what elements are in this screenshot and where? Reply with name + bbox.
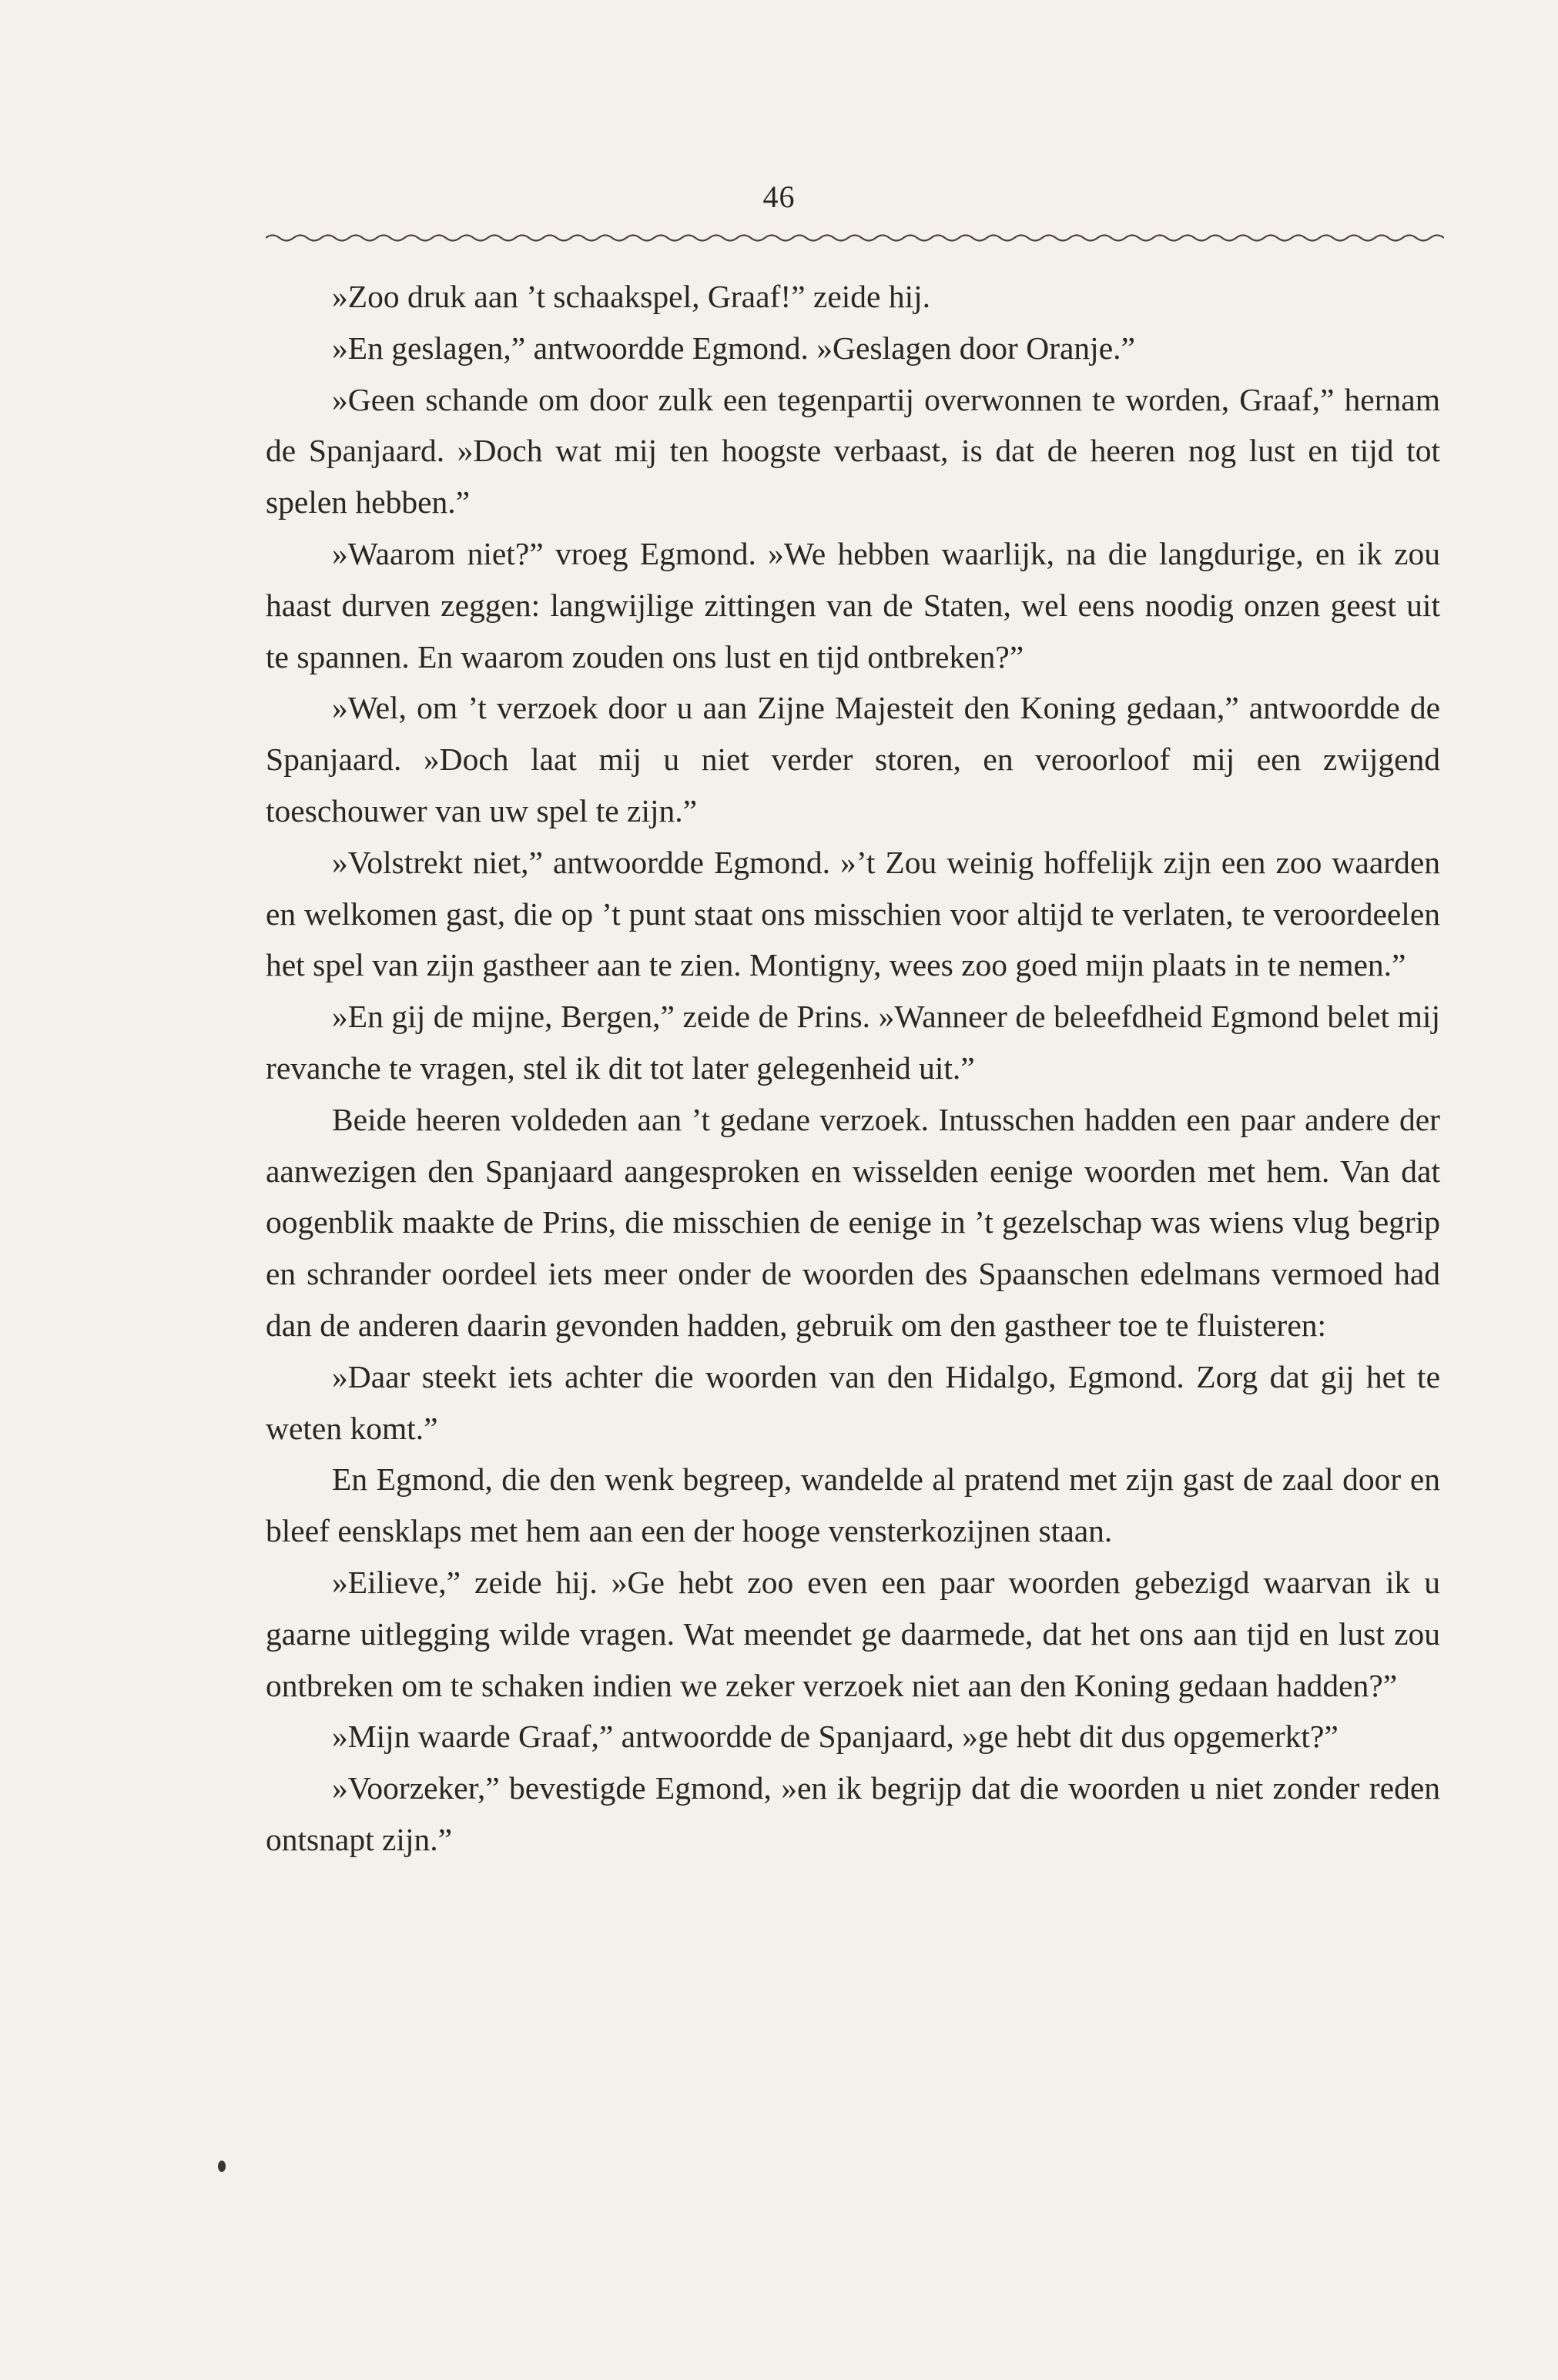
margin-ink-dot [218, 2161, 226, 2172]
body-text [266, 271, 1440, 1866]
paragraph: »Wel, om ’t verzoek door u aan Zijne Majesteit den Koning gedaan,” antwoordde de Spanjaard. »Doch laat mij u niet verder storen, en veroorloof mij een zwijgend toeschouwer van uw spel te zijn.” [266, 690, 1440, 828]
paragraph: »Daar steekt iets achter die woorden van den Hidalgo, Egmond. Zorg dat gij het te weten komt.” [266, 1358, 1440, 1446]
paragraph: »Voorzeker,” bevestigde Egmond, »en ik begrijp dat die woorden u niet zonder reden ontsnapt zijn.” [266, 1770, 1440, 1857]
paragraph: »Zoo druk aan ’t schaakspel, Graaf!” zeide hij. [332, 279, 931, 314]
paragraph: »Mijn waarde Graaf,” antwoordde de Spanjaard, »ge hebt dit dus opgemerkt?” [332, 1719, 1339, 1755]
paragraph: »En gij de mijne, Bergen,” zeide de Prins. »Wanneer de beleefdheid Egmond belet mij revanche te vragen, stel ik dit tot later gelegenheid uit.” [266, 999, 1440, 1086]
paragraph: »Geen schande om door zulk een tegenpartij overwonnen te worden, Graaf,” hernam de Spanjaard. »Doch wat mij ten hoogste verbaast, is dat de heeren nog lust en tijd tot spelen hebben.” [266, 381, 1440, 521]
wavy-rule-ornament [266, 229, 1444, 246]
paragraph: En Egmond, die den wenk begreep, wandelde al pratend met zijn gast de zaal door en bleef eensklaps met hem aan een der hooge vensterkozijnen staan. [266, 1461, 1440, 1549]
page-number: 46 [762, 179, 796, 214]
paragraph: Beide heeren voldeden aan ’t gedane verzoek. Intusschen hadden een paar andere der aanwezigen den Spanjaard aangesproken en wisselden eenige woorden met hem. Van dat oogenblik maakte de Prins, die misschien de eenige in ’t gezelschap was wiens vlug begrip en schrander oordeel iets meer onder de woorden des Spaanschen edelmans vermoed had dan de anderen daarin gevonden hadden, gebruik om den gastheer toe te fluisteren: [266, 1101, 1440, 1343]
paragraph: »Eilieve,” zeide hij. »Ge hebt zoo even een paar woorden gebezigd waarvan ik u gaarne uitlegging wilde vragen. Wat meendet ge daarmede, dat het ons aan tijd en lust zou ontbreken om te schaken indien we zeker verzoek niet aan den Koning gedaan hadden?” [266, 1564, 1440, 1703]
paragraph: »Volstrekt niet,” antwoordde Egmond. »’t Zou weinig hoffelijk zijn een zoo waarden en welkomen gast, die op ’t punt staat ons misschien voor altijd te verlaten, te veroordeelen het spel van zijn gastheer aan te zien. Montigny, wees zoo goed mijn plaats in te nemen.” [266, 844, 1440, 983]
paragraph: »En geslagen,” antwoordde Egmond. »Geslagen door Oranje.” [332, 330, 1135, 366]
paragraph: »Waarom niet?” vroeg Egmond. »We hebben waarlijk, na die langdurige, en ik zou haast durven zeggen: langwijlige zittingen van de Staten, wel eens noodig onzen geest uit te spannen. En waarom zouden ons lust en tijd ontbreken?” [266, 535, 1440, 675]
